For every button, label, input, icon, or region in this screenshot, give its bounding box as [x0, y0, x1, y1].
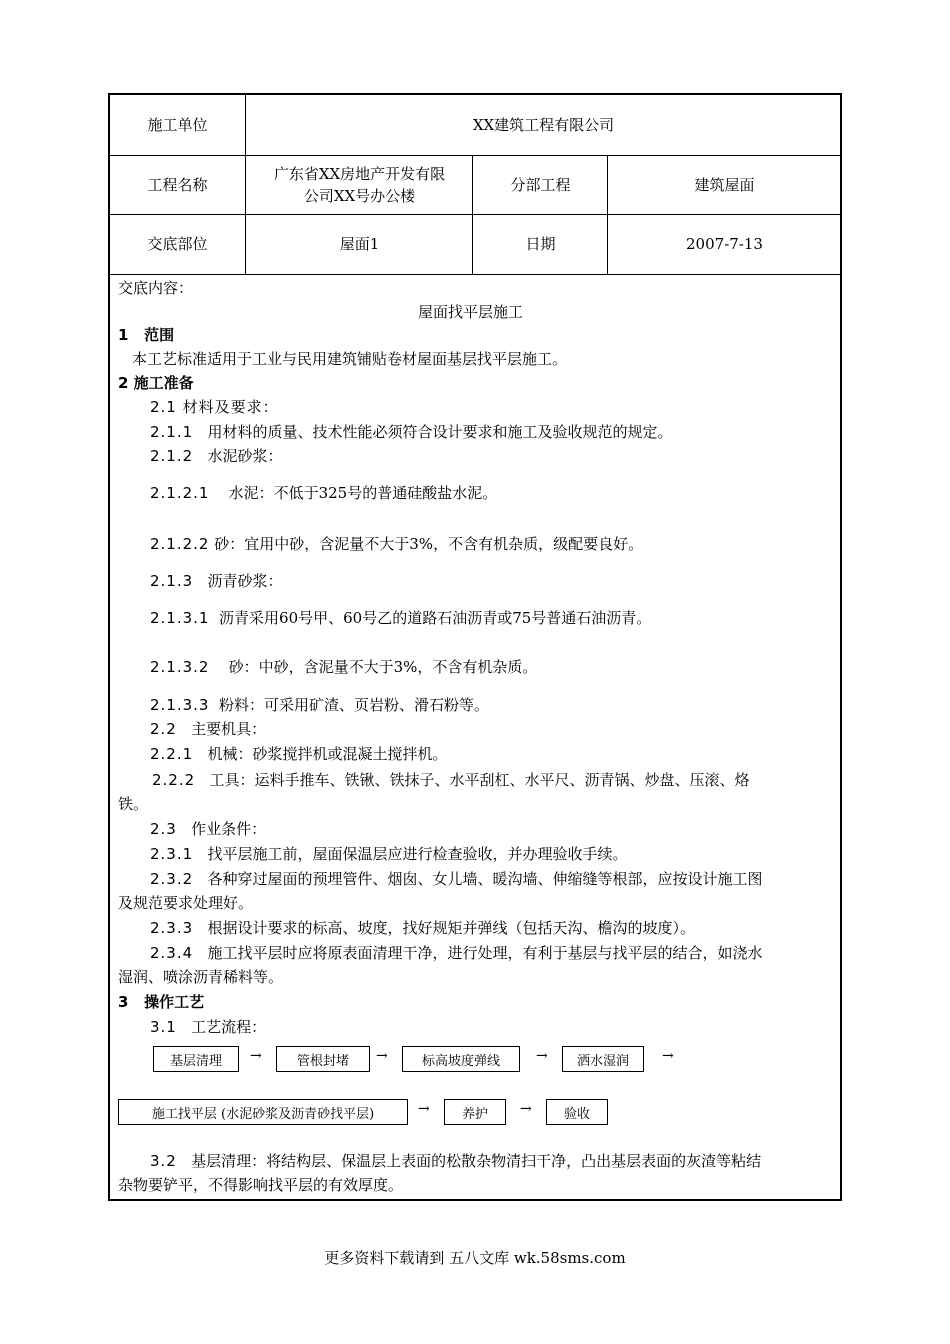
- location-value: 屋面1: [245, 214, 473, 274]
- section-2-1-1-text: 用材料的质量、技术性能必须符合设计要求和施工及验收规范的规定。: [207, 423, 673, 441]
- section-2-1-3-3-text: 粉料：可采用矿渣、页岩粉、滑石粉等。: [219, 696, 490, 714]
- section-2-3-2-num: 2.3.2: [150, 870, 194, 888]
- flow-step-5: 施工找平层 (水泥砂浆及沥青砂找平层): [118, 1099, 408, 1125]
- flow-step-3: 标高坡度弹线: [402, 1046, 520, 1072]
- section-2-3-3: [150, 916, 695, 940]
- content-intro: 交底内容：: [118, 279, 194, 297]
- section-3-2-num: 3.2: [150, 1152, 177, 1170]
- section-2-1-2-num: 2.1.2: [150, 447, 194, 465]
- section-2-1-2-1: [150, 481, 497, 505]
- section-2-1-2-2-text: 砂：宜用中砂，含泥量不大于3%，不含有机杂质，级配要良好。: [214, 535, 644, 553]
- section-2-3-1: [150, 842, 628, 866]
- section-2-3-1-num: 2.3.1: [150, 845, 194, 863]
- section-2-2-2: [152, 768, 750, 792]
- project-label: 工程名称: [147, 175, 208, 194]
- section-2-1-2-1-num: 2.1.2.1: [150, 484, 210, 502]
- flow-arrow-6: →: [520, 1101, 532, 1117]
- content-title: 屋面找平层施工: [418, 303, 524, 321]
- section-2-1-3-3: [150, 693, 489, 717]
- flow-arrow-2: →: [376, 1048, 388, 1064]
- section-2-1-3-2-num: 2.1.3.2: [150, 658, 210, 676]
- section-2-1-2-text: 水泥砂浆：: [207, 447, 283, 465]
- section-2-3-4-text: 施工找平层时应将原表面清理干净，进行处理，有利于基层与找平层的结合，如浇水: [207, 944, 763, 962]
- section-2-2: [150, 717, 266, 741]
- section-2-2-text: 主要机具：: [191, 720, 267, 738]
- section-2-3-2: [150, 867, 763, 891]
- section-2-1-3-2-text: 砂：中砂，含泥量不大于3%，不含有机杂质。: [228, 658, 538, 676]
- section-3-1: [150, 1015, 266, 1039]
- section-2-2-2-num: 2.2.2: [152, 771, 196, 789]
- section-2-3-4: [150, 941, 763, 965]
- date-label: 日期: [472, 214, 608, 274]
- section-3-1-text: 工艺流程：: [191, 1018, 267, 1036]
- section-2-3-3-text: 根据设计要求的标高、坡度，找好规矩并弹线（包括天沟、檐沟的坡度）。: [207, 919, 695, 937]
- section-2-3-3-num: 2.3.3: [150, 919, 194, 937]
- flow-step-2: 管根封堵: [276, 1046, 370, 1072]
- section-3-2-cont: 杂物要铲平，不得影响找平层的有效厚度。: [118, 1176, 404, 1194]
- section-2-1-3-1-text: 沥青采用60号甲、60号乙的道路石油沥青或75号普通石油沥青。: [219, 609, 652, 627]
- section-2-3: [150, 817, 266, 841]
- section-2-1-3-num: 2.1.3: [150, 572, 194, 590]
- subproject-value: 建筑屋面: [607, 155, 841, 214]
- project-value: [245, 155, 473, 214]
- location-label: 交底部位: [147, 235, 208, 253]
- section-3-2: [150, 1149, 761, 1173]
- section-2-3-num: 2.3: [150, 820, 177, 838]
- header-row-location: [110, 214, 840, 275]
- section-3-title: 操作工艺: [144, 993, 205, 1011]
- section-2-3-2-cont: 及规范要求处理好。: [118, 894, 254, 912]
- header-row-project: [110, 155, 840, 215]
- section-3-1-num: 3.1: [150, 1018, 177, 1036]
- section-2-3-2-text: 各种穿过屋面的预埋管件、烟囱、女儿墙、暖沟墙、伸缩缝等根部，应按设计施工图: [207, 870, 763, 888]
- project-value-line2: 公司XX号办公楼: [303, 186, 416, 205]
- section-2-3-text: 作业条件：: [191, 820, 267, 838]
- unit-label: 施工单位: [147, 116, 208, 134]
- section-3-2-text: 基层清理：将结构层、保温层上表面的松散杂物清扫干净，凸出基层表面的灰渣等粘结: [191, 1152, 762, 1170]
- flow-step-1: 基层清理: [153, 1046, 239, 1072]
- project-value-line1: 广东省XX房地产开发有限: [273, 164, 446, 183]
- document-frame: [108, 93, 842, 1201]
- flow-step-7: 验收: [546, 1099, 608, 1125]
- section-2-2-1-num: 2.2.1: [150, 745, 194, 763]
- flow-arrow-4: →: [662, 1048, 674, 1064]
- section-2-1-3-text: 沥青砂浆：: [207, 572, 283, 590]
- section-2-1-3-2: [150, 655, 537, 679]
- section-2-1-2: [150, 444, 283, 468]
- section-2-title: 施工准备: [133, 374, 194, 392]
- section-2-2-1-text: 机械：砂浆搅拌机或混凝土搅拌机。: [207, 745, 448, 763]
- section-2-1-3-1: [150, 606, 651, 630]
- header-row-unit: [110, 95, 840, 156]
- flow-step-6: 养护: [444, 1099, 506, 1125]
- section-2-1-2-2-num: 2.1.2.2: [150, 535, 210, 553]
- flow-arrow-3: →: [536, 1048, 548, 1064]
- section-2-1: 2.1 材料及要求：: [150, 398, 279, 416]
- section-2-1-1-num: 2.1.1: [150, 423, 194, 441]
- section-2-2-2-text: 工具：运料手推车、铁锹、铁抹子、水平刮杠、水平尺、沥青锅、炒盘、压滚、烙: [209, 771, 750, 789]
- section-1-title: 范围: [144, 326, 175, 344]
- section-2-1-3-3-num: 2.1.3.3: [150, 696, 210, 714]
- section-2-num: 2: [118, 374, 129, 392]
- section-2-2-2-cont: 铁。: [118, 795, 149, 813]
- section-2-3-4-num: 2.3.4: [150, 944, 194, 962]
- subproject-label: 分部工程: [472, 155, 608, 214]
- section-1-text: 本工艺标准适用于工业与民用建筑铺贴卷材屋面基层找平层施工。: [132, 350, 568, 368]
- section-1-num: 1: [118, 326, 129, 344]
- section-2-1-3: [150, 569, 283, 593]
- section-2-2-1: [150, 742, 448, 766]
- section-3-num: 3: [118, 993, 129, 1011]
- section-2-1-3-1-num: 2.1.3.1: [150, 609, 210, 627]
- section-2-1-2-1-text: 水泥：不低于325号的普通硅酸盐水泥。: [228, 484, 498, 502]
- date-value: 2007-7-13: [607, 214, 841, 274]
- section-3-heading: [118, 990, 204, 1014]
- flow-arrow-5: →: [418, 1101, 430, 1117]
- flow-arrow-1: →: [250, 1048, 262, 1064]
- section-1-heading: [118, 323, 174, 347]
- section-2-3-4-cont: 湿润、喷涂沥青稀料等。: [118, 968, 284, 986]
- section-2-1-1: [150, 420, 673, 444]
- unit-value: XX建筑工程有限公司: [245, 95, 841, 155]
- flow-step-4: 洒水湿润: [562, 1046, 644, 1072]
- section-2-2-num: 2.2: [150, 720, 177, 738]
- footer-text: 更多资料下载请到 五八文库 wk.58sms.com: [324, 1249, 626, 1267]
- section-2-1-2-2: [150, 532, 643, 556]
- section-2-heading: [118, 371, 194, 395]
- section-2-3-1-text: 找平层施工前，屋面保温层应进行检查验收，并办理验收手续。: [207, 845, 628, 863]
